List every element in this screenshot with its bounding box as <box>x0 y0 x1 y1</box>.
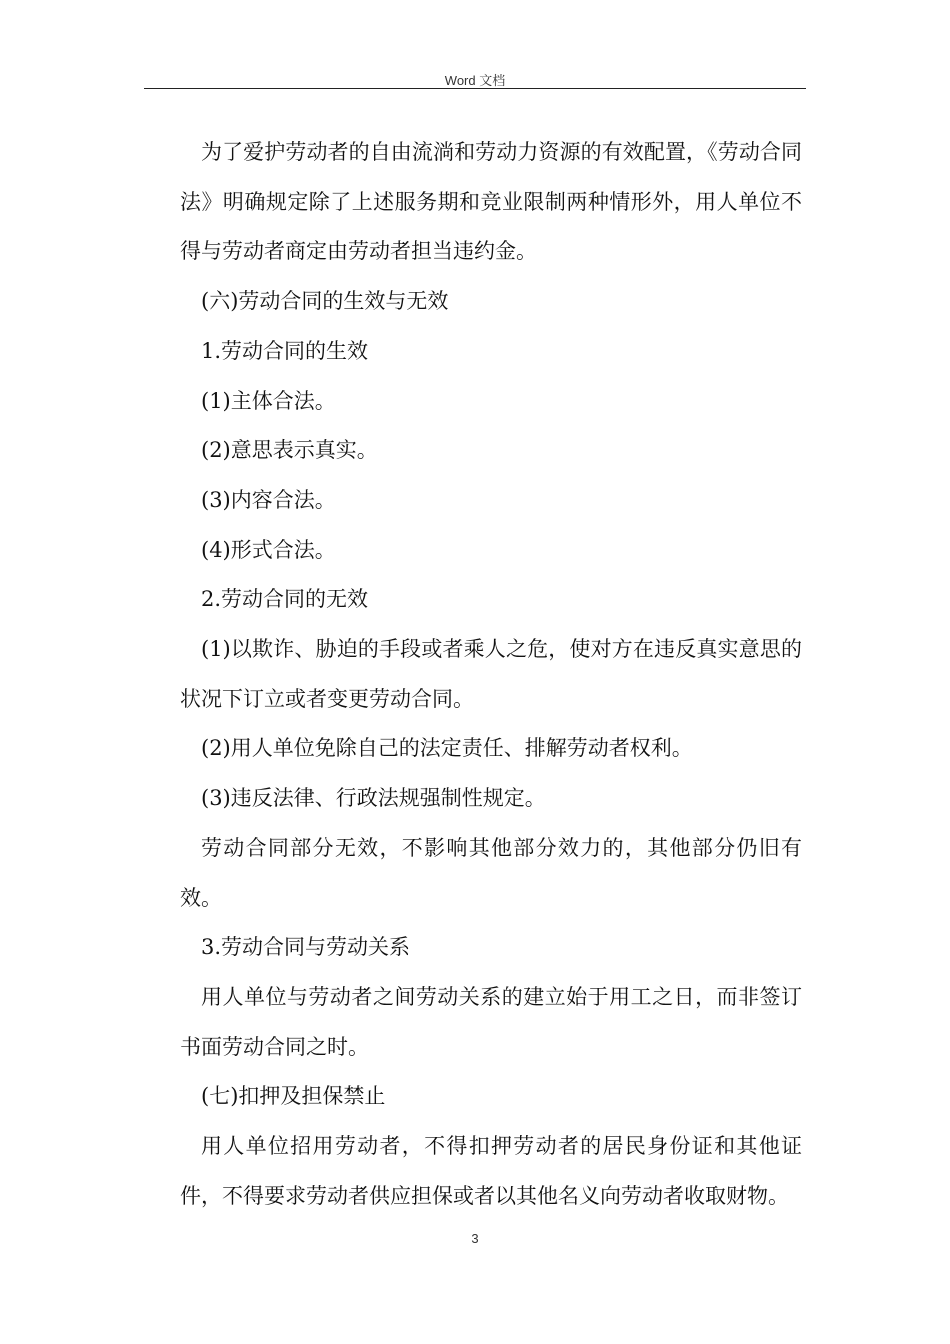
document-body <box>180 128 802 1221</box>
list-item: (1)以欺诈、胁迫的手段或者乘人之危，使对方在违反真实意思的状况下订立或者变更劳动合同。 <box>180 637 802 711</box>
paragraph: 为了爱护劳动者的自由流淌和劳动力资源的有效配置，《劳动合同法》明确规定除了上述服务期和竞业限制两种情形外，用人单位不得与劳动者商定由劳动者担当违约金。 <box>180 140 802 264</box>
section-heading: (六)劳动合同的生效与无效 <box>201 289 449 314</box>
list-item: (3)违反法律、行政法规强制性规定。 <box>201 786 546 811</box>
paragraph: 用人单位与劳动者之间劳动关系的建立始于用工之日，而非签订书面劳动合同之时。 <box>180 984 802 1059</box>
page-header-title: Word 文档 <box>444 73 506 88</box>
list-item: (1)主体合法。 <box>201 388 336 413</box>
list-item: (2)意思表示真实。 <box>201 438 378 463</box>
subsection-heading: 1.劳动合同的生效 <box>201 338 369 363</box>
paragraph: 劳动合同部分无效，不影响其他部分效力的，其他部分仍旧有效。 <box>180 835 802 910</box>
list-item: (4)形式合法。 <box>201 537 336 562</box>
subsection-heading: 3.劳动合同与劳动关系 <box>201 935 411 960</box>
header-divider <box>144 88 806 89</box>
subsection-heading: 2.劳动合同的无效 <box>201 587 369 612</box>
list-item: (3)内容合法。 <box>201 487 336 512</box>
page-number: 3 <box>471 1231 479 1246</box>
list-item: (2)用人单位免除自己的法定责任、排解劳动者权利。 <box>201 736 693 761</box>
paragraph: 用人单位招用劳动者，不得扣押劳动者的居民身份证和其他证件，不得要求劳动者供应担保或者以其他名义向劳动者收取财物。 <box>180 1134 802 1208</box>
section-heading: (七)扣押及担保禁止 <box>201 1084 386 1109</box>
